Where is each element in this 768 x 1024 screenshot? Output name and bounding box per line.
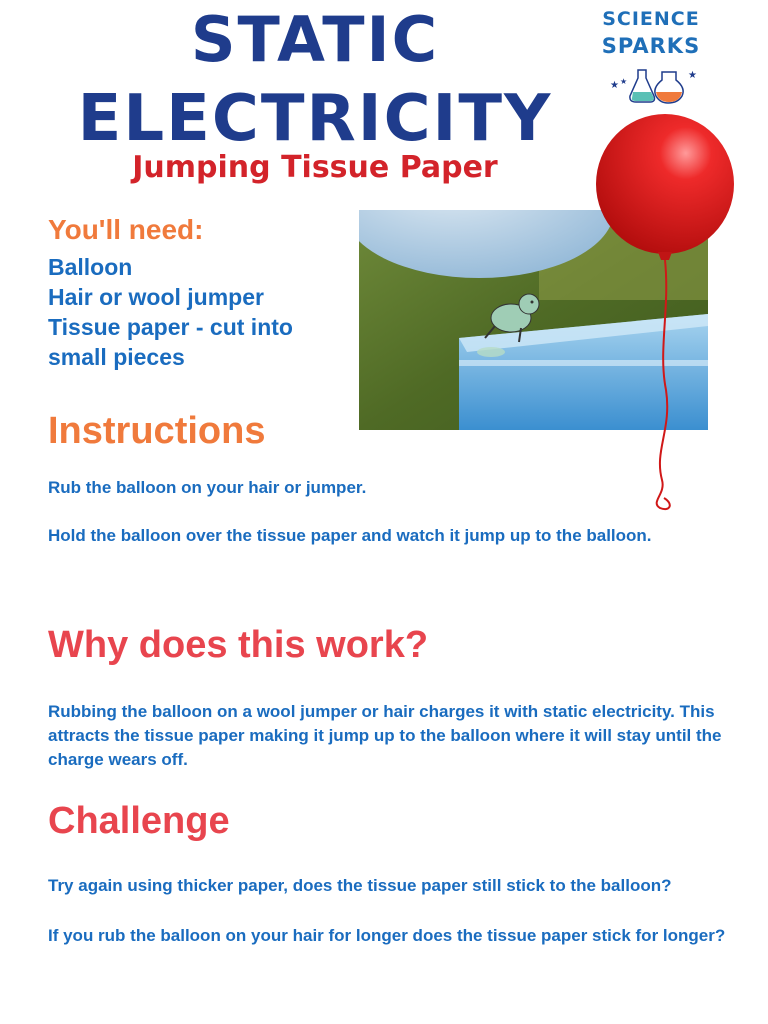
title-line-1: STATIC bbox=[190, 3, 440, 76]
challenge-heading: Challenge bbox=[48, 800, 230, 842]
svg-text:★: ★ bbox=[610, 80, 619, 91]
science-sparks-logo bbox=[596, 8, 706, 108]
instructions-heading: Instructions bbox=[48, 410, 266, 452]
instruction-step: Hold the balloon over the tissue paper and watch it jump up to the balloon. bbox=[48, 526, 652, 545]
list-item: Balloon bbox=[48, 254, 133, 280]
svg-text:★: ★ bbox=[688, 70, 697, 81]
title-line-2: ELECTRICITY bbox=[77, 82, 553, 156]
instruction-step: Rub the balloon on your hair or jumper. bbox=[48, 478, 367, 497]
flask-icon bbox=[596, 8, 706, 108]
needs-list bbox=[48, 252, 293, 372]
red-balloon-image bbox=[590, 110, 740, 520]
challenge-item: If you rub the balloon on your hair for longer does the tissue paper stick for longer? bbox=[48, 926, 726, 945]
needs-heading: You'll need: bbox=[48, 214, 204, 245]
list-item: Hair or wool jumper bbox=[48, 284, 264, 310]
list-item: Tissue paper - cut into bbox=[48, 314, 293, 340]
subtitle: Jumping Tissue Paper bbox=[132, 150, 498, 185]
list-item: small pieces bbox=[48, 344, 185, 370]
svg-text:★: ★ bbox=[620, 77, 628, 86]
logo-line-1: SCIENCE bbox=[602, 8, 700, 30]
logo-line-2: SPARKS bbox=[601, 34, 701, 58]
why-text: Rubbing the balloon on a wool jumper or hair charges it with static electricity. This attracts the tissue paper making it jump up to the balloon where it will stay until the charge wears off. bbox=[48, 702, 722, 769]
why-heading: Why does this work? bbox=[48, 624, 429, 666]
challenge-item: Try again using thicker paper, does the tissue paper still stick to the balloon? bbox=[48, 876, 672, 895]
